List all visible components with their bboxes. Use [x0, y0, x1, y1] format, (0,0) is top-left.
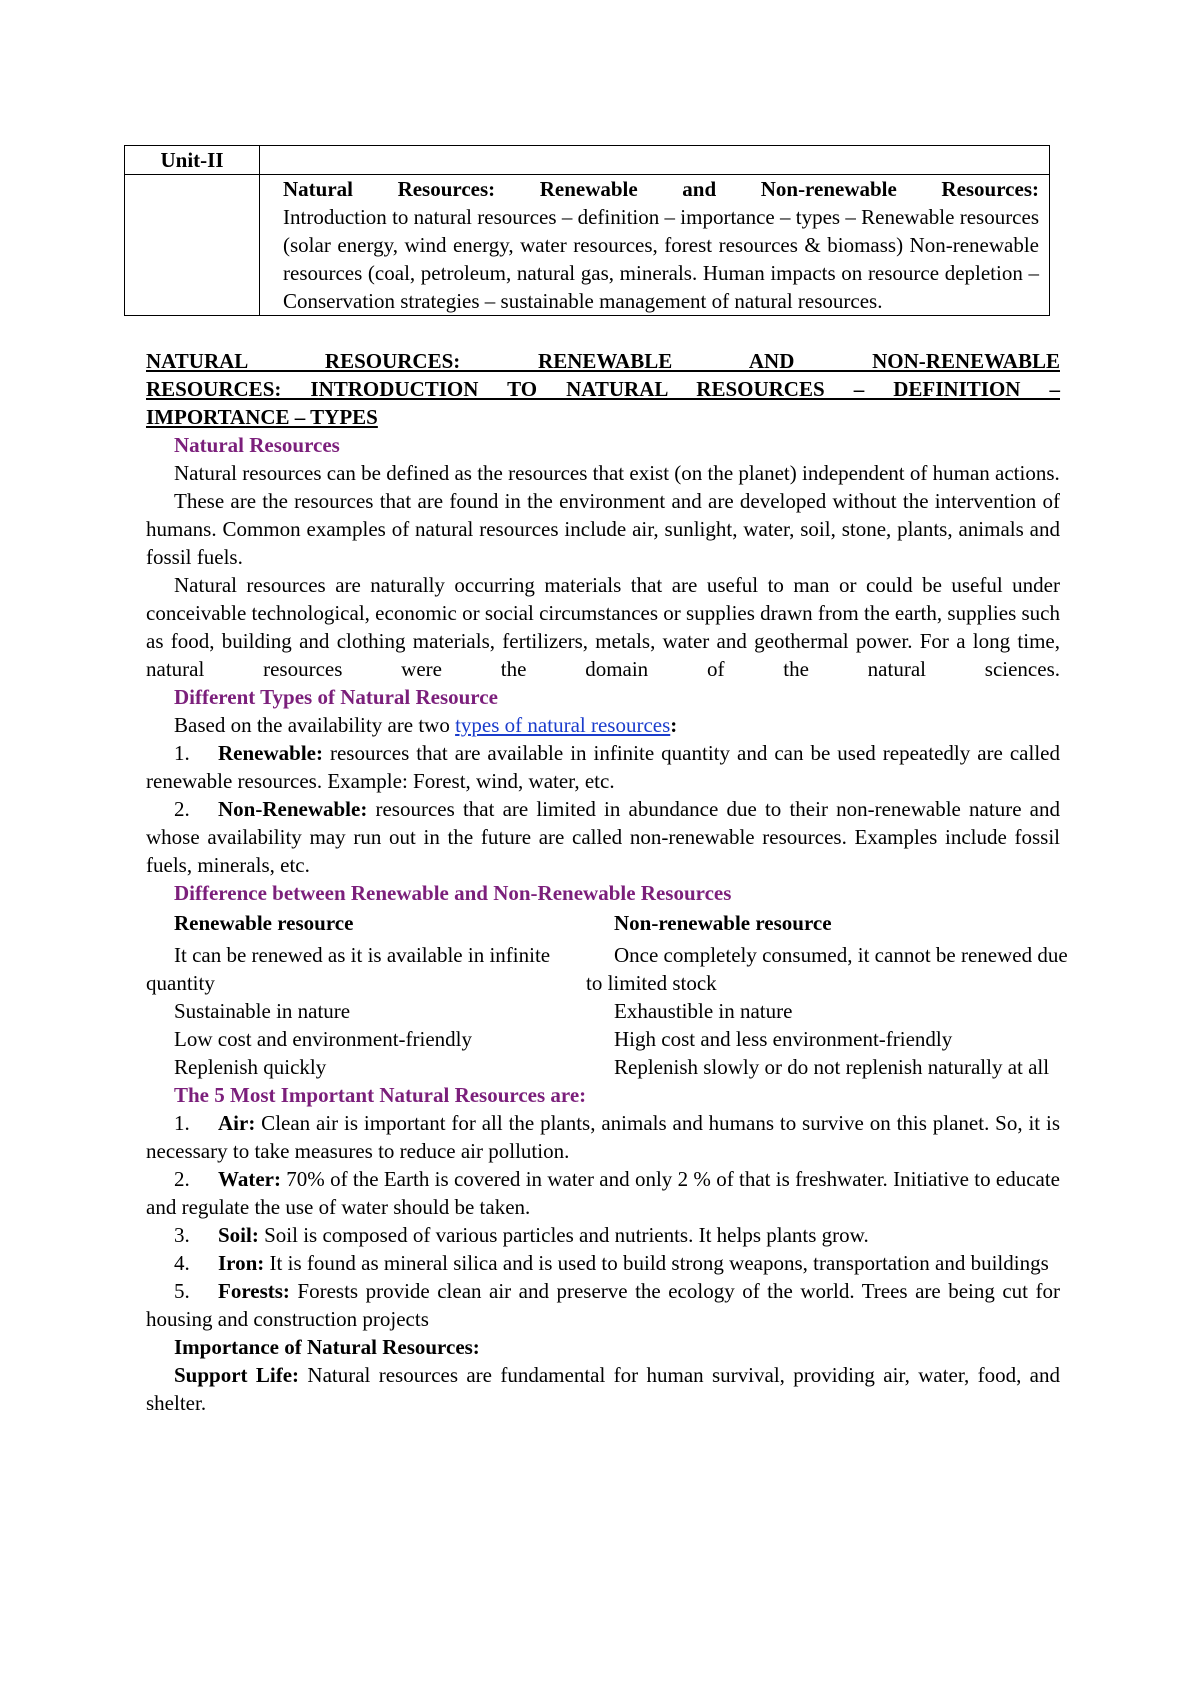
list-number: 2. — [174, 797, 190, 821]
list-number: 4. — [174, 1251, 190, 1275]
paragraph-materials: Natural resources are naturally occurring materials that are useful to man or could be useful under conceivable technological, economic or social circumstances or supplies drawn from the earth, supplies such as food, building and clothing materials, fertilizers, metals, water and geothermal power. For a long time, natural resources were the domain of the natural sciences. — [146, 573, 1060, 681]
heading-line-1: NATURAL RESOURCES: RENEWABLE AND NON-RENEWABLE — [146, 349, 1060, 373]
list-item — [146, 1277, 1060, 1333]
importance-heading: Importance of Natural Resources: — [174, 1335, 480, 1359]
list-item — [146, 1221, 1060, 1249]
list-item — [146, 739, 1060, 795]
unit-syllabus — [260, 175, 1050, 316]
heading-line-2: RESOURCES: INTRODUCTION TO NATURAL RESOURCES – DEFINITION – — [146, 377, 1060, 401]
table-cell: Replenish slowly or do not replenish naturally at all — [614, 1055, 1050, 1079]
types-heading: Different Types of Natural Resource — [174, 685, 498, 709]
list-text: It is found as mineral silica and is used to build strong weapons, transportation and buildings — [264, 1251, 1049, 1275]
list-item — [146, 1165, 1060, 1221]
types-intro — [146, 711, 1060, 739]
types-intro-colon: : — [670, 713, 678, 737]
main-content — [146, 347, 1068, 1417]
list-item — [146, 1249, 1060, 1277]
table-cell: Low cost and environment-friendly — [174, 1027, 472, 1051]
table-cell: Sustainable in nature — [174, 999, 351, 1023]
list-text: Forests provide clean air and preserve the ecology of the world. Trees are being cut for housing and construction projects — [146, 1279, 1060, 1331]
list-text: 70% of the Earth is covered in water and only 2 % of that is freshwater. Initiative to educate and regulate the use of water should be taken. — [146, 1167, 1060, 1219]
support-life-label: Support Life: — [174, 1363, 300, 1387]
list-item — [146, 795, 1060, 879]
comparison-table — [146, 909, 1076, 1081]
list-number: 1. — [174, 741, 190, 765]
list-text: Clean air is important for all the plants, animals and humans to survive on this planet. So, it is necessary to take measures to reduce air pollution. — [146, 1111, 1060, 1163]
types-of-natural-resources-link[interactable]: types of natural resources — [455, 713, 671, 737]
table-cell: Exhaustible in nature — [614, 999, 793, 1023]
list-label: Renewable: — [218, 741, 323, 765]
unit-empty-cell — [125, 175, 260, 316]
list-label: Air: — [218, 1111, 256, 1135]
list-number: 2. — [174, 1167, 190, 1191]
list-label: Iron: — [218, 1251, 265, 1275]
list-label: Non-Renewable: — [218, 797, 368, 821]
paragraph-examples: These are the resources that are found in the environment and are developed without the intervention of humans. Common examples of natural resources include air, sunlight, water, soil, stone, plants, animals and fossil fuels. — [146, 489, 1060, 569]
table-cell: Once completely consumed, it cannot be renewed due to limited stock — [586, 943, 1068, 995]
unit-description: Introduction to natural resources – definition – importance – types – Renewable resources (solar energy, wind energy, water resources, forest resources & biomass) Non-renewable resources (coal, petroleum, natural gas, minerals. Human impacts on resource depletion – Conservation strategies – sustainable management of natural resources. — [283, 205, 1039, 313]
list-label: Soil: — [218, 1223, 259, 1247]
list-text: Soil is composed of various particles and nutrients. It helps plants grow. — [258, 1223, 869, 1247]
list-label: Water: — [218, 1167, 281, 1191]
column-header-non-renewable: Non-renewable resource — [614, 911, 832, 935]
unit-label: Unit-II — [125, 146, 260, 175]
important-resources-heading: The 5 Most Important Natural Resources are: — [174, 1083, 587, 1107]
support-life-paragraph — [146, 1361, 1060, 1417]
list-number: 1. — [174, 1111, 190, 1135]
unit-title: Natural Resources: Renewable and Non-renewable Resources: — [283, 177, 1039, 201]
paragraph-definition: Natural resources can be defined as the resources that exist (on the planet) independent of human actions. — [174, 461, 1060, 485]
natural-resources-heading: Natural Resources — [174, 433, 340, 457]
list-item — [146, 1109, 1060, 1165]
table-cell: It can be renewed as it is available in infinite quantity — [146, 943, 551, 995]
types-intro-text: Based on the availability are two — [174, 713, 456, 737]
unit-table — [124, 145, 1050, 316]
heading-line-3: IMPORTANCE – TYPES — [146, 405, 378, 429]
table-cell: High cost and less environment-friendly — [614, 1027, 953, 1051]
list-text: resources that are limited in abundance due to their non-renewable nature and whose availability may run out in the future are called non-renewable resources. Examples include fossil fuels, minerals, etc. — [146, 797, 1060, 877]
list-text: resources that are available in infinite quantity and can be used repeatedly are called renewable resources. Example: Forest, wind, water, etc. — [146, 741, 1060, 793]
table-cell: Replenish quickly — [174, 1055, 327, 1079]
list-number: 3. — [174, 1223, 190, 1247]
unit-header-empty-cell — [260, 146, 1050, 175]
page-heading — [146, 347, 1060, 431]
difference-heading: Difference between Renewable and Non-Renewable Resources — [174, 881, 732, 905]
list-label: Forests: — [218, 1279, 290, 1303]
list-number: 5. — [174, 1279, 190, 1303]
support-life-text: Natural resources are fundamental for human survival, providing air, water, food, and shelter. — [146, 1363, 1061, 1415]
column-header-renewable: Renewable resource — [174, 911, 354, 935]
